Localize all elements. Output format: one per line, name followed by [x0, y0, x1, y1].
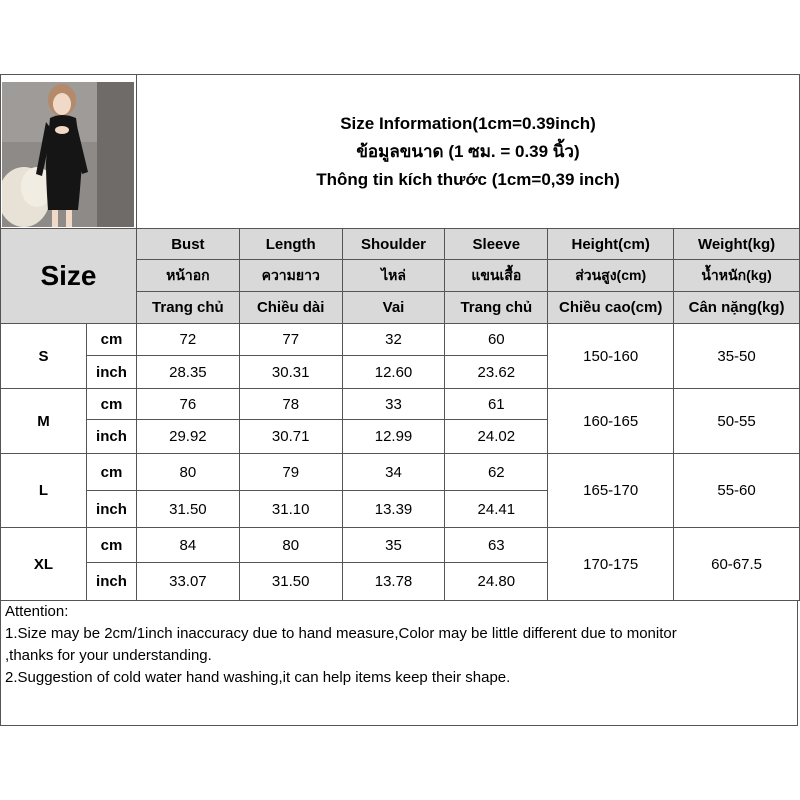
cell-value: 60	[445, 324, 548, 356]
cell-value: 33.07	[136, 563, 239, 601]
attention-line-3: 2.Suggestion of cold water hand washing,it can help items keep their shape.	[5, 669, 511, 686]
weight-range: 50-55	[674, 389, 800, 454]
title-cell	[136, 75, 799, 229]
cell-value: 72	[136, 324, 239, 356]
col-sleeve-th: แขนเสื้อ	[445, 260, 548, 292]
col-weight-en: Weight(kg)	[674, 229, 800, 260]
col-sleeve-en: Sleeve	[445, 229, 548, 260]
weight-range: 35-50	[674, 324, 800, 389]
attention-line-1: 1.Size may be 2cm/1inch inaccuracy due to hand measure,Color may be little different due to monitor	[5, 625, 677, 642]
col-length-vi: Chiều dài	[239, 292, 342, 324]
cell-value: 13.39	[342, 491, 445, 528]
table-row	[1, 324, 800, 356]
col-bust-vi: Trang chủ	[136, 292, 239, 324]
cell-value: 32	[342, 324, 445, 356]
table-row	[1, 454, 800, 491]
col-shoulder-vi: Vai	[342, 292, 445, 324]
attention-line-2: ,thanks for your understanding.	[5, 647, 212, 664]
table-row	[1, 528, 800, 563]
col-bust-th: หน้าอก	[136, 260, 239, 292]
height-range: 160-165	[548, 389, 674, 454]
cell-value: 23.62	[445, 356, 548, 389]
weight-range: 55-60	[674, 454, 800, 528]
cell-value: 24.41	[445, 491, 548, 528]
col-length-en: Length	[239, 229, 342, 260]
cell-value: 31.10	[239, 491, 342, 528]
height-range: 170-175	[548, 528, 674, 601]
col-height-vi: Chiều cao(cm)	[548, 292, 674, 324]
cell-value: 78	[239, 389, 342, 420]
cell-value: 79	[239, 454, 342, 491]
size-label: XL	[1, 528, 87, 601]
size-heading: Size	[1, 229, 137, 324]
attention-notes	[0, 601, 798, 726]
cell-value: 84	[136, 528, 239, 563]
cell-value: 31.50	[239, 563, 342, 601]
attention-heading: Attention:	[5, 603, 69, 620]
col-height-th: ส่วนสูง(cm)	[548, 260, 674, 292]
cell-value: 24.02	[445, 420, 548, 454]
height-range: 150-160	[548, 324, 674, 389]
title-english: Size Information(1cm=0.39inch)	[340, 113, 596, 133]
col-shoulder-th: ไหล่	[342, 260, 445, 292]
cell-value: 61	[445, 389, 548, 420]
col-height-en: Height(cm)	[548, 229, 674, 260]
height-range: 165-170	[548, 454, 674, 528]
product-photo-cell	[1, 75, 137, 229]
unit-label: cm	[86, 324, 136, 356]
cell-value: 13.78	[342, 563, 445, 601]
cell-value: 24.80	[445, 563, 548, 601]
col-length-th: ความยาว	[239, 260, 342, 292]
cell-value: 63	[445, 528, 548, 563]
cell-value: 12.60	[342, 356, 445, 389]
cell-value: 77	[239, 324, 342, 356]
table-row	[1, 389, 800, 420]
model-photo-icon	[2, 82, 134, 227]
col-sleeve-vi: Trang chủ	[445, 292, 548, 324]
size-table	[0, 74, 800, 601]
size-label: S	[1, 324, 87, 389]
unit-label: cm	[86, 528, 136, 563]
cell-value: 31.50	[136, 491, 239, 528]
cell-value: 30.31	[239, 356, 342, 389]
unit-label: cm	[86, 454, 136, 491]
unit-label: inch	[86, 563, 136, 601]
cell-value: 35	[342, 528, 445, 563]
cell-value: 76	[136, 389, 239, 420]
col-weight-th: น้ำหนัก(kg)	[674, 260, 800, 292]
weight-range: 60-67.5	[674, 528, 800, 601]
cell-value: 12.99	[342, 420, 445, 454]
col-weight-vi: Cân nặng(kg)	[674, 292, 800, 324]
size-label: L	[1, 454, 87, 528]
unit-label: inch	[86, 356, 136, 389]
title-vietnamese: Thông tin kích thước (1cm=0,39 inch)	[316, 169, 620, 189]
cell-value: 30.71	[239, 420, 342, 454]
title-thai: ข้อมูลขนาด (1 ซม. = 0.39 นิ้ว)	[356, 141, 580, 161]
cell-value: 28.35	[136, 356, 239, 389]
cell-value: 33	[342, 389, 445, 420]
unit-label: inch	[86, 420, 136, 454]
cell-value: 62	[445, 454, 548, 491]
cell-value: 80	[239, 528, 342, 563]
size-chart	[0, 74, 800, 727]
cell-value: 34	[342, 454, 445, 491]
unit-label: cm	[86, 389, 136, 420]
cell-value: 80	[136, 454, 239, 491]
unit-label: inch	[86, 491, 136, 528]
col-bust-en: Bust	[136, 229, 239, 260]
col-shoulder-en: Shoulder	[342, 229, 445, 260]
cell-value: 29.92	[136, 420, 239, 454]
size-label: M	[1, 389, 87, 454]
